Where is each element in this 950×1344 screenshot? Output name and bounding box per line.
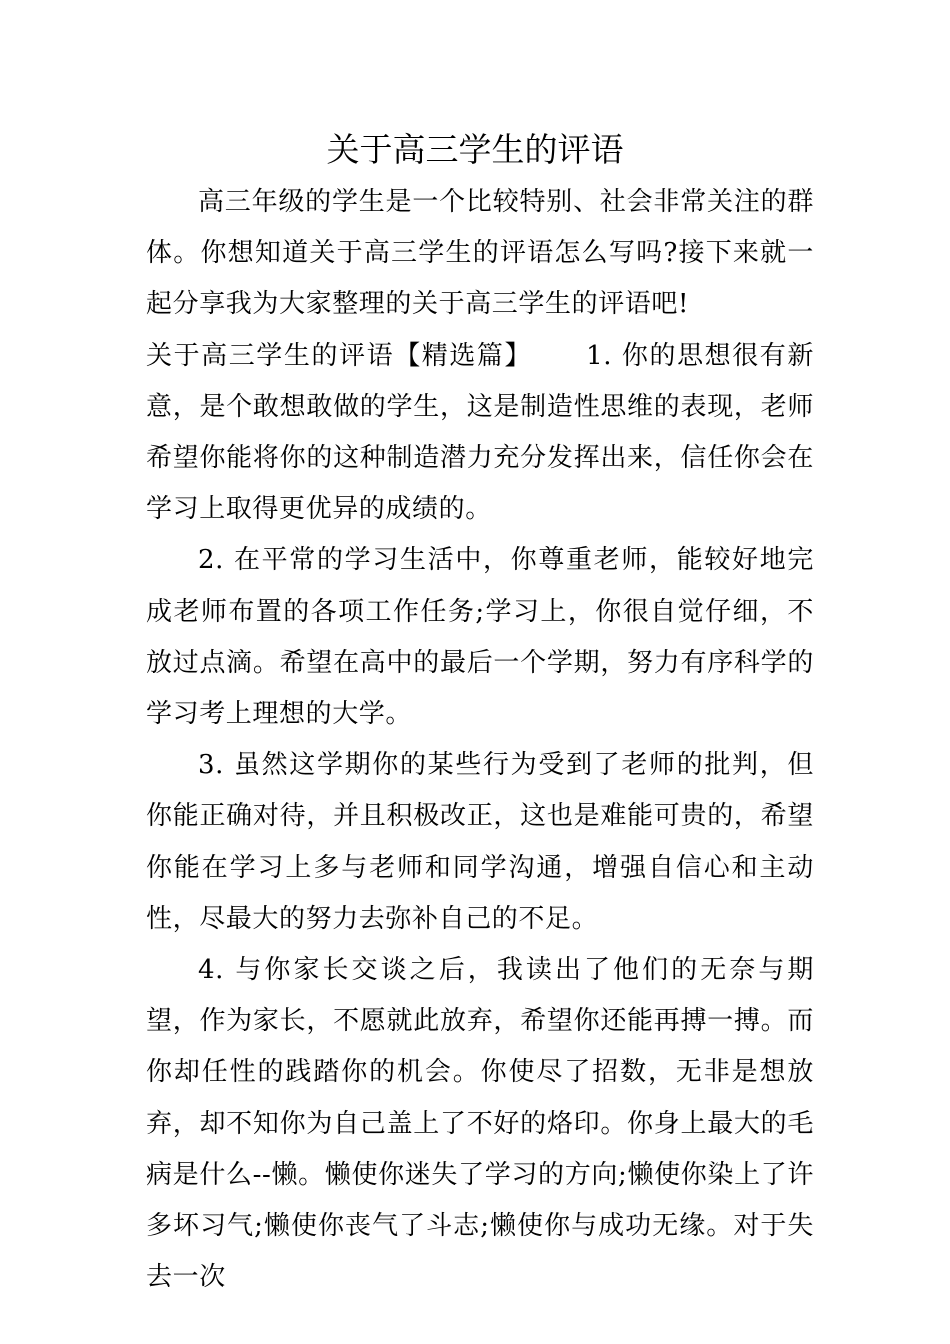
document-body xyxy=(146,177,814,1303)
intro-paragraph: 高三年级的学生是一个比较特别、社会非常关注的群体。你想知道关于高三学生的评语怎么写吗?接下来就一起分享我为大家整理的关于高三学生的评语吧! xyxy=(146,187,814,320)
item-3: 3. 虽然这学期你的某些行为受到了老师的批判，但你能正确对待，并且积极改正，这也是难能可贵的，希望你能在学习上多与老师和同学沟通，增强自信心和主动性，尽最大的努力去弥补自己的不足。 xyxy=(146,750,814,934)
item-1: 1. 你的思想很有新意，是个敢想敢做的学生，这是制造性思维的表现，老师希望你能将你的这种制造潜力充分发挥出来，信任你会在学习上取得更优异的成绩的。 xyxy=(146,340,814,525)
section-paragraph xyxy=(146,331,814,536)
section-heading: 关于高三学生的评语【精选篇】 xyxy=(146,340,533,371)
item-4: 4. 与你家长交谈之后，我读出了他们的无奈与期望，作为家长，不愿就此放弃，希望你还能再搏一搏。而你却任性的践踏你的机会。你使尽了招数，无非是想放弃，却不知你为自己盖上了不好的烙印。你身上最大的毛病是什么--懒。懒使你迷失了学习的方向;懒使你染上了许多坏习气;懒使你丧气了斗志;懒使你与成功无缘。对于失去一次 xyxy=(146,955,814,1293)
item-2: 2. 在平常的学习生活中，你尊重老师，能较好地完成老师布置的各项工作任务;学习上，你很自觉仔细，不放过点滴。希望在高中的最后一个学期，努力有序科学的学习考上理想的大学。 xyxy=(146,545,814,730)
document-title: 关于高三学生的评语 xyxy=(326,130,624,169)
